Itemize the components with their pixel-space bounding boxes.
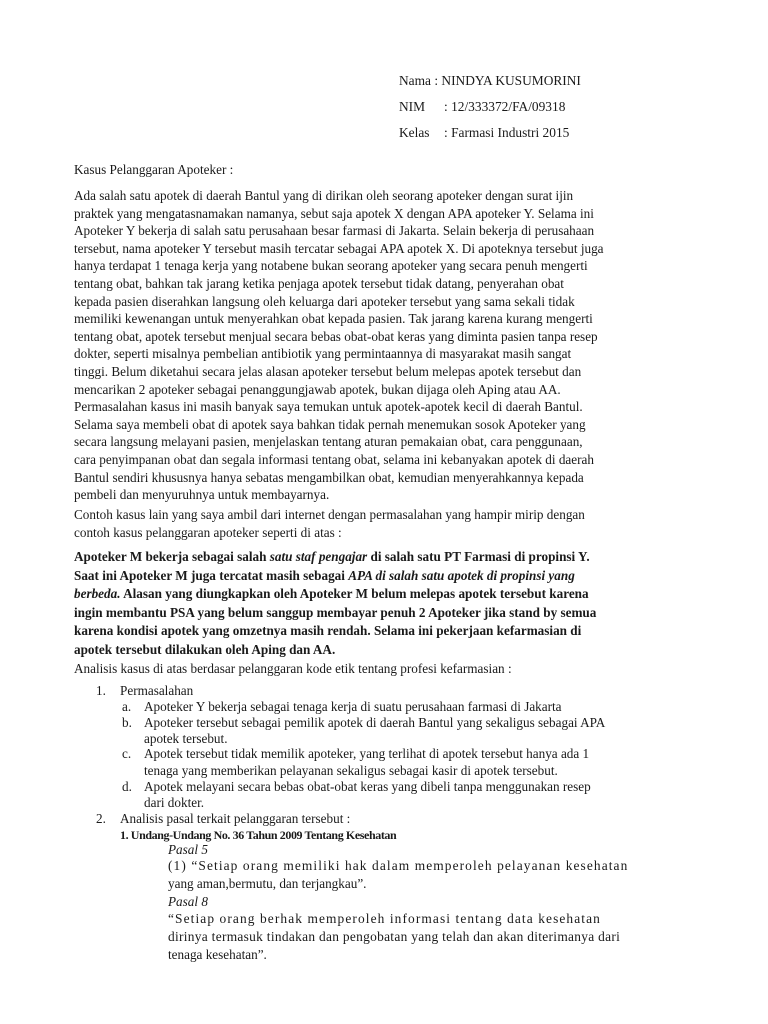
list-letter: b. (122, 715, 132, 730)
text-line: memiliki kewenangan untuk menyerahkan obat kepada pasien. Tak jarang karena kurang mengerti (74, 311, 593, 327)
name-label: Nama : (399, 73, 439, 88)
pasal-quote: “Setiap orang berhak memperoleh informasi tentang data kesehatan (168, 911, 601, 926)
text-line: praktek yang mengatasnamakan namanya, sebut saja apotek X dengan APA apoteker Y. Selama ini (74, 205, 594, 221)
text-line: tentang obat, bahkan tak jarang ketika penjaga apotek tersebut tidak datang, penyerahan obat (74, 275, 564, 291)
analysis-intro (74, 660, 700, 678)
text-line: Bantul sendiri khususnya hanya sebatas mengambilkan obat, kemudian menyerahkannya kepada (74, 469, 584, 485)
list-number: 1. (96, 683, 106, 698)
emphasis: APA di salah satu apotek di propinsi yang (348, 567, 575, 583)
name-row (399, 68, 581, 94)
text-line: kepada pasien diserahkan langsung oleh keluarga dari apoteker tersebut yang sama sekali tidak (74, 293, 575, 309)
text-line: hanya terdapat 1 tenaga kerja yang notabene bukan seorang apoteker yang secara penuh mengerti (74, 258, 588, 274)
pasal-quote-cont: dirinya termasuk tindakan dan pengobatan yang telah dan akan diterimanya dari (168, 929, 621, 944)
list-item-title: Analisis pasal terkait pelanggaran tersebut : (120, 811, 351, 826)
emphasis: satu staf pengajar (269, 549, 368, 564)
kelas-label: Kelas (399, 125, 430, 140)
text-line (74, 548, 700, 567)
example-intro (74, 506, 700, 541)
text-line: secara langsung melayani pasien, menjelaskan tentang aturan pemakaian obat, cara penggunaan, (74, 434, 583, 450)
list-subitem: Apotek melayani secara bebas obat-obat keras yang dibeli tanpa menggunakan resep (144, 779, 591, 794)
list-number: 2. (96, 811, 106, 826)
list-subitem-cont: dari dokter. (144, 795, 205, 810)
kelas-row (399, 120, 581, 146)
text-line (74, 585, 700, 604)
text-line: Contoh kasus lain yang saya ambil dari internet dengan permasalahan yang hampir mirip dengan (74, 507, 585, 522)
list-subitem-cont: tenaga yang memberikan pelayanan sekaligus sebagai kasir di apotek tersebut. (144, 763, 558, 778)
text-span: Apoteker M bekerja sebagai salah (74, 549, 270, 564)
pasal-label: Pasal 5 (168, 842, 208, 857)
law-title: 1. Undang-Undang No. 36 Tahun 2009 Tentang Kesehatan (120, 828, 397, 842)
text-line: tersebut, nama apoteker Y tersebut masih tercatar sebagai APA apotek X. Di apoteknya tersebut juga (74, 240, 604, 256)
text-span: di salah satu PT Farmasi di propinsi Y. (367, 549, 590, 564)
list-letter: a. (122, 699, 132, 714)
name-value: NINDYA KUSUMORINI (441, 73, 581, 88)
text-line: contoh kasus pelanggaran apoteker seperti di atas : (74, 524, 342, 540)
list-subitem: Apotek tersebut tidak memilik apoteker, yang terlihat di apotek tersebut hanya ada 1 (144, 746, 590, 761)
text-line: Ada salah satu apotek di daerah Bantul yang di dirikan oleh seorang apoteker dengan surat ijin (74, 188, 574, 203)
list-letter: c. (122, 746, 132, 761)
pasal-quote-cont: tenaga kesehatan”. (168, 947, 267, 962)
identity-block (399, 68, 581, 146)
text-line: pembeli dan menyuruhnya untuk membayarnya. (74, 487, 330, 503)
nim-row (399, 94, 581, 120)
nim-value: : 12/333372/FA/09318 (444, 99, 566, 114)
pasal-label: Pasal 8 (168, 894, 208, 909)
pasal-quote: (1) “Setiap orang memiliki hak dalam memperoleh pelayanan kesehatan (168, 858, 629, 873)
text-line: tinggi. Belum diketahui secara jelas alasan apoteker tersebut belum melepas apotek tersebut dan (74, 363, 582, 379)
kelas-value: : Farmasi Industri 2015 (444, 125, 570, 140)
text-line: dokter, seperti misalnya pembelian antibiotik yang permintaannya di masyarakat masih sangat (74, 346, 572, 362)
text-line: Permasalahan kasus ini masih banyak saya temukan untuk apotek-apotek kecil di daerah Bantul. (74, 399, 583, 415)
text-line: Selama saya membeli obat di apotek saya bahkan tidak pernah menemukan sosok Apoteker yang (74, 416, 586, 432)
emphasis: berbeda. (74, 586, 121, 602)
text-line (74, 567, 700, 586)
pasal-quote-cont: yang aman,bermutu, dan terjangkau”. (168, 876, 367, 891)
text-line: Apoteker Y bekerja di salah satu perusahaan besar farmasi di Jakarta. Selain bekerja di perusahaan (74, 223, 595, 239)
list-letter: d. (122, 779, 132, 794)
case-heading: Kasus Pelanggaran Apoteker : (74, 162, 234, 177)
text-line: mencarikan 2 apoteker sebagai penanggungjawab apotek, bukan dijaga oleh Aping atau AA. (74, 381, 561, 397)
case-paragraph (74, 187, 700, 504)
list-subitem-cont: apotek tersebut. (144, 731, 228, 746)
text-line: apotek tersebut dilakukan oleh Aping dan AA. (74, 641, 336, 657)
text-line: ingin membantu PSA yang belum sanggup membayar penuh 2 Apoteker jika stand by semua (74, 604, 597, 620)
text-line: karena kondisi apotek yang omzetnya masih rendah. Selama ini pekerjaan kefarmasian di (74, 623, 582, 639)
text-span: Saat ini Apoteker M juga tercatat masih sebagai (74, 567, 349, 583)
list-item-title: Permasalahan (120, 683, 194, 698)
nim-label: NIM (399, 99, 426, 114)
text-line: tentang obat, apotek tersebut menjual secara bebas obat-obat keras yang diminta pasien tanpa resep (74, 328, 598, 344)
text-line: Analisis kasus di atas berdasar pelanggaran kode etik tentang profesi kefarmasian : (74, 661, 512, 676)
text-span: Alasan yang diungkapkan oleh Apoteker M belum melepas apotek tersebut karena (120, 586, 589, 602)
list-subitem: Apoteker Y bekerja sebagai tenaga kerja di suatu perusahaan farmasi di Jakarta (144, 699, 562, 714)
list-subitem: Apoteker tersebut sebagai pemilik apotek di daerah Bantul yang sekaligus sebagai APA (144, 715, 606, 730)
bold-case-paragraph (74, 548, 700, 660)
text-line: cara penyimpanan obat dan segala informasi tentang obat, selama ini kebanyakan apotek di daerah (74, 451, 594, 467)
